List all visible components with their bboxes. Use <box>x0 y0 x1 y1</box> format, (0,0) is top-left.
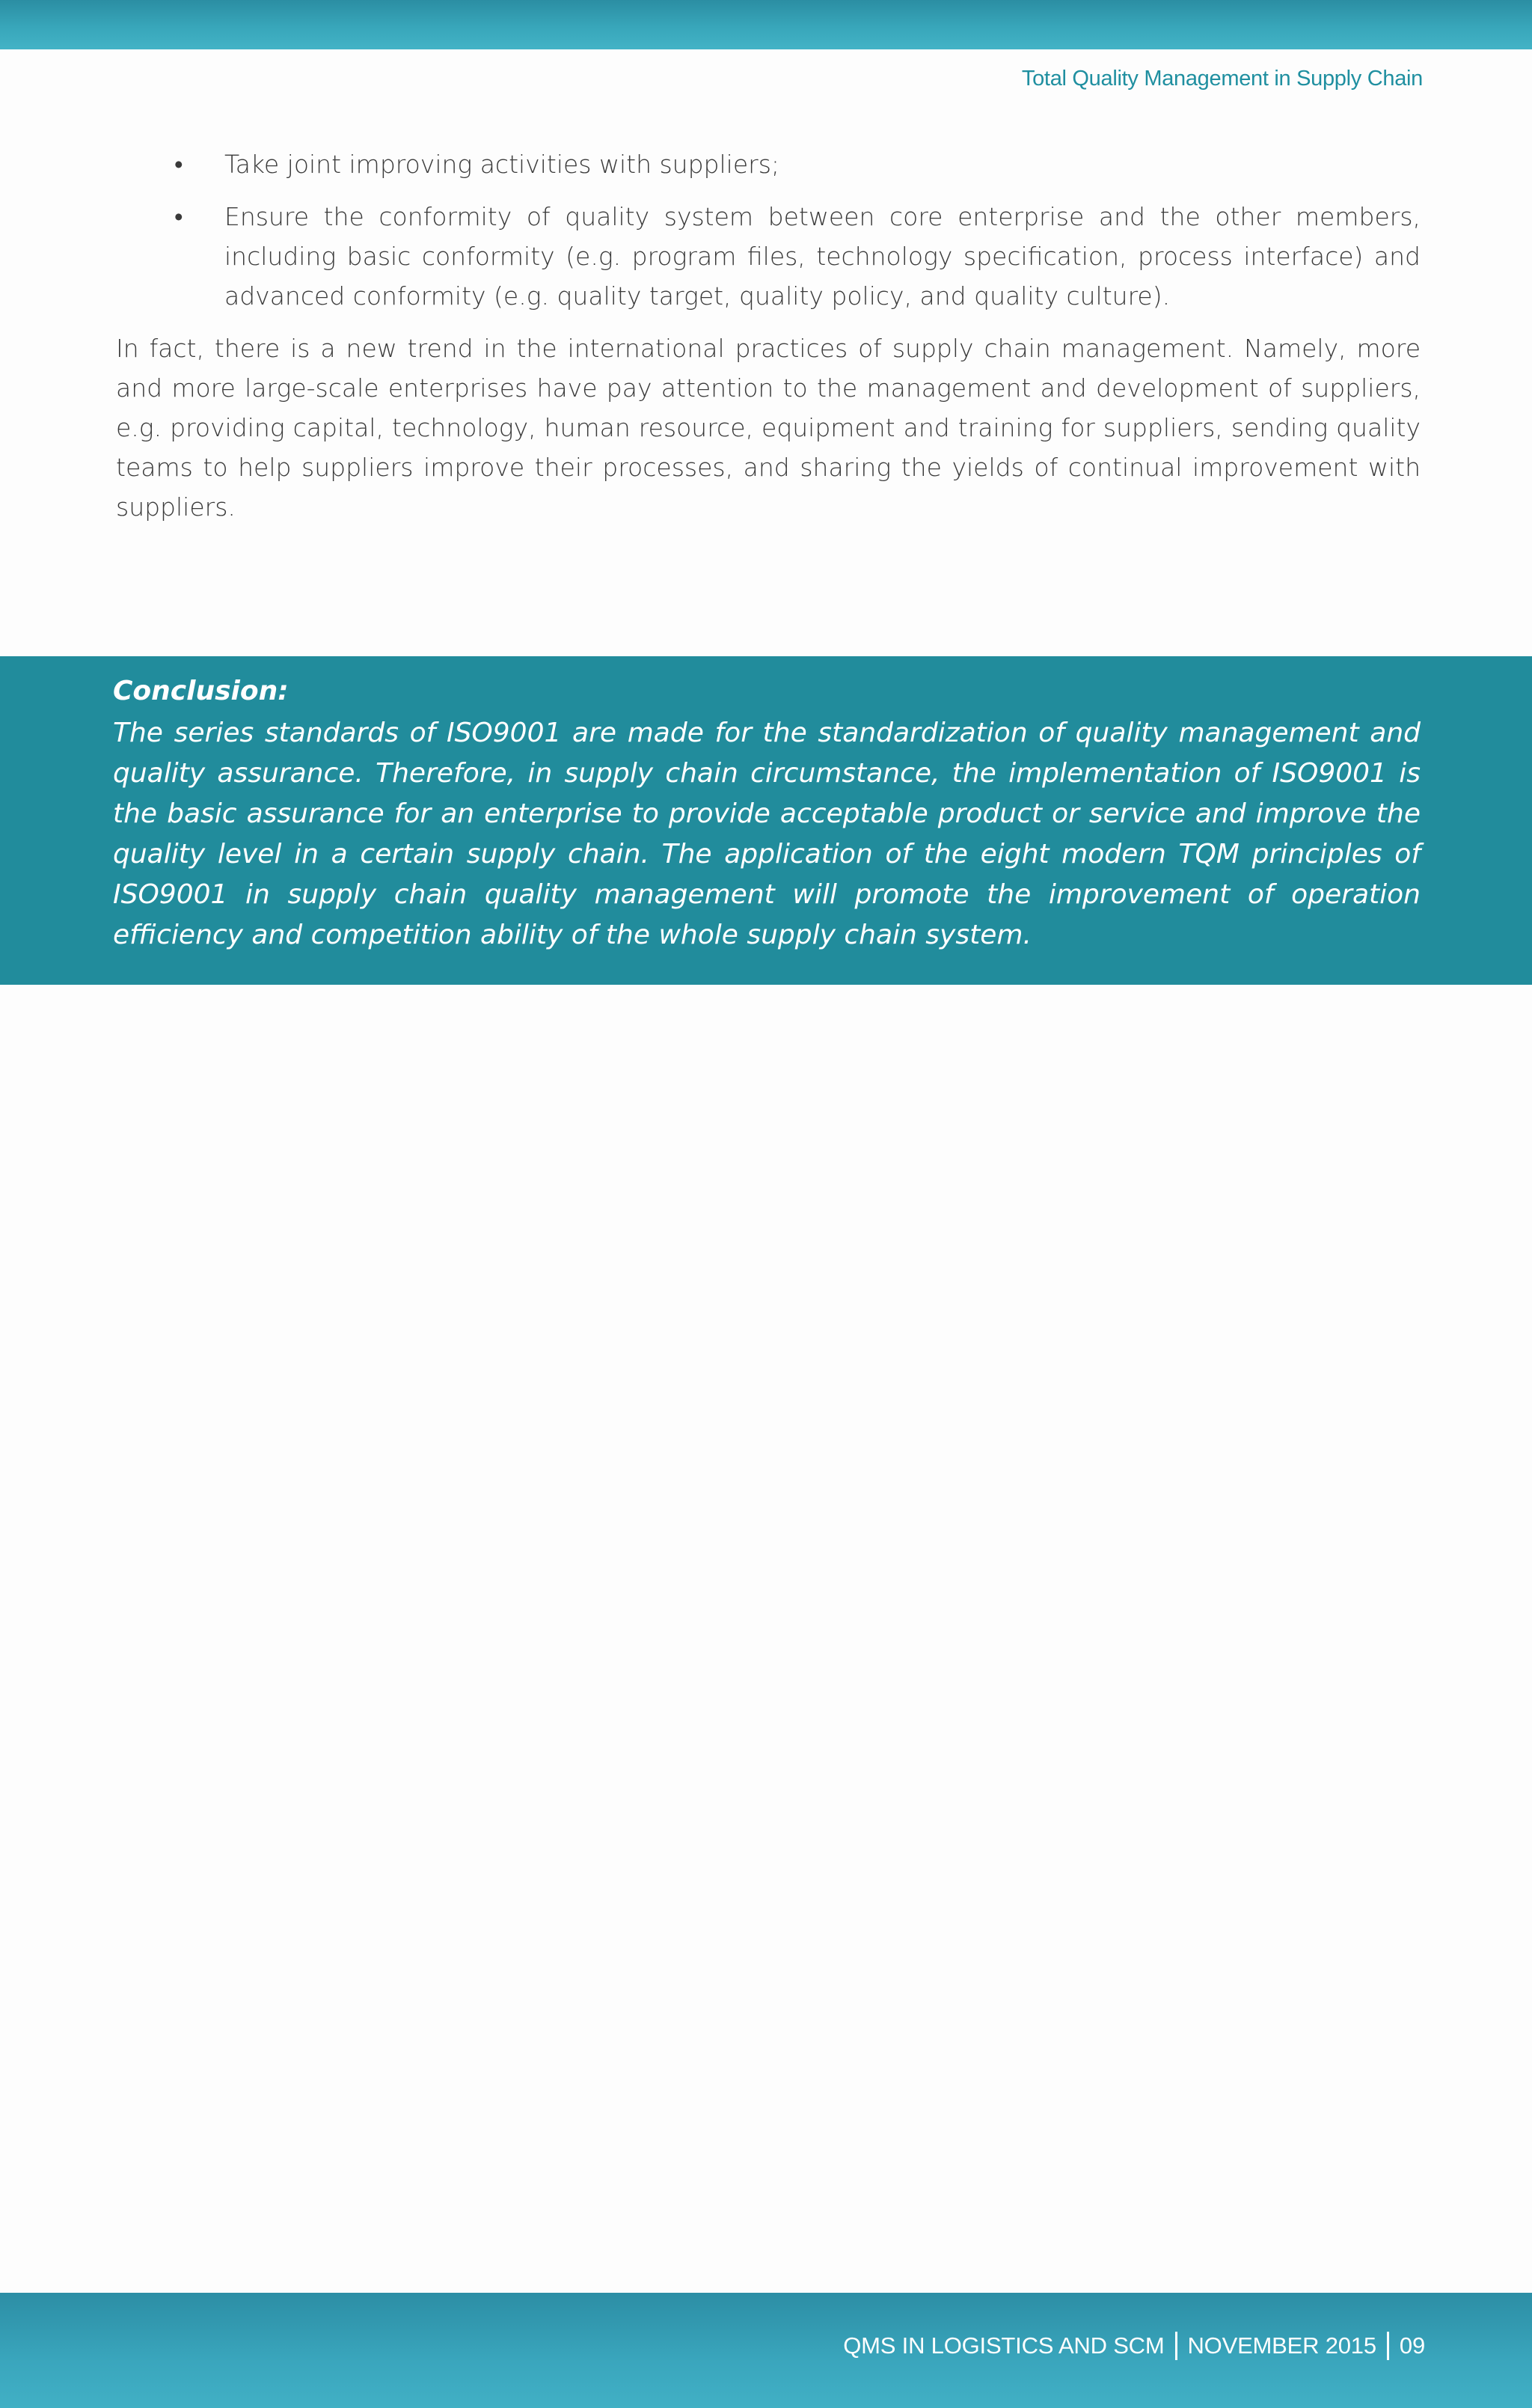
conclusion-section <box>0 656 1532 985</box>
main-content <box>116 144 1421 527</box>
bullet-list <box>116 144 1421 316</box>
top-decorative-bar <box>0 0 1532 49</box>
conclusion-title: Conclusion: <box>113 676 289 706</box>
body-paragraph: In fact, there is a new trend in the international practices of supply chain management. Namely, more and more large-scale enterprises have pay attention to the management and development of suppliers, e.g. providing capital, technology, human resource, equipment and training for suppliers, sending quality teams to help suppliers improve their processes, and sharing the yields of continual improvement with suppliers. <box>116 334 1421 522</box>
page-footer <box>843 2332 1425 2360</box>
list-item <box>116 144 1421 184</box>
page-number: 09 <box>1399 2332 1425 2359</box>
conclusion-content <box>113 671 1421 956</box>
footer-separator <box>1387 2332 1389 2360</box>
footer-publication: QMS IN LOGISTICS AND SCM <box>843 2332 1165 2359</box>
list-item <box>116 197 1421 316</box>
bullet-icon: • <box>174 202 183 231</box>
list-item-text: Ensure the conformity of quality system between core enterprise and the other members, including basic conformity (e.g. program files, technology specification, process interface) and advanced conformity (e.g. quality target, quality policy, and quality culture). <box>224 202 1421 311</box>
running-header-title: Total Quality Management in Supply Chain <box>1021 67 1423 91</box>
footer-date: NOVEMBER 2015 <box>1187 2332 1376 2359</box>
bullet-icon: • <box>174 150 183 179</box>
conclusion-text: The series standards of ISO9001 are made for the standardization of quality management and quality assurance. Therefore, in supply chain circumstance, the implementation of ISO9001 is the basic assurance for an enterprise to provide acceptable product or service and improve the quality level in a certain supply chain. The application of the eight modern TQM principles of ISO9001 in supply chain quality management will promote the improvement of operation efficiency and competition ability of the whole supply chain system. <box>113 718 1421 950</box>
footer-separator <box>1175 2332 1177 2360</box>
list-item-text: Take joint improving activities with suppliers; <box>224 150 780 179</box>
